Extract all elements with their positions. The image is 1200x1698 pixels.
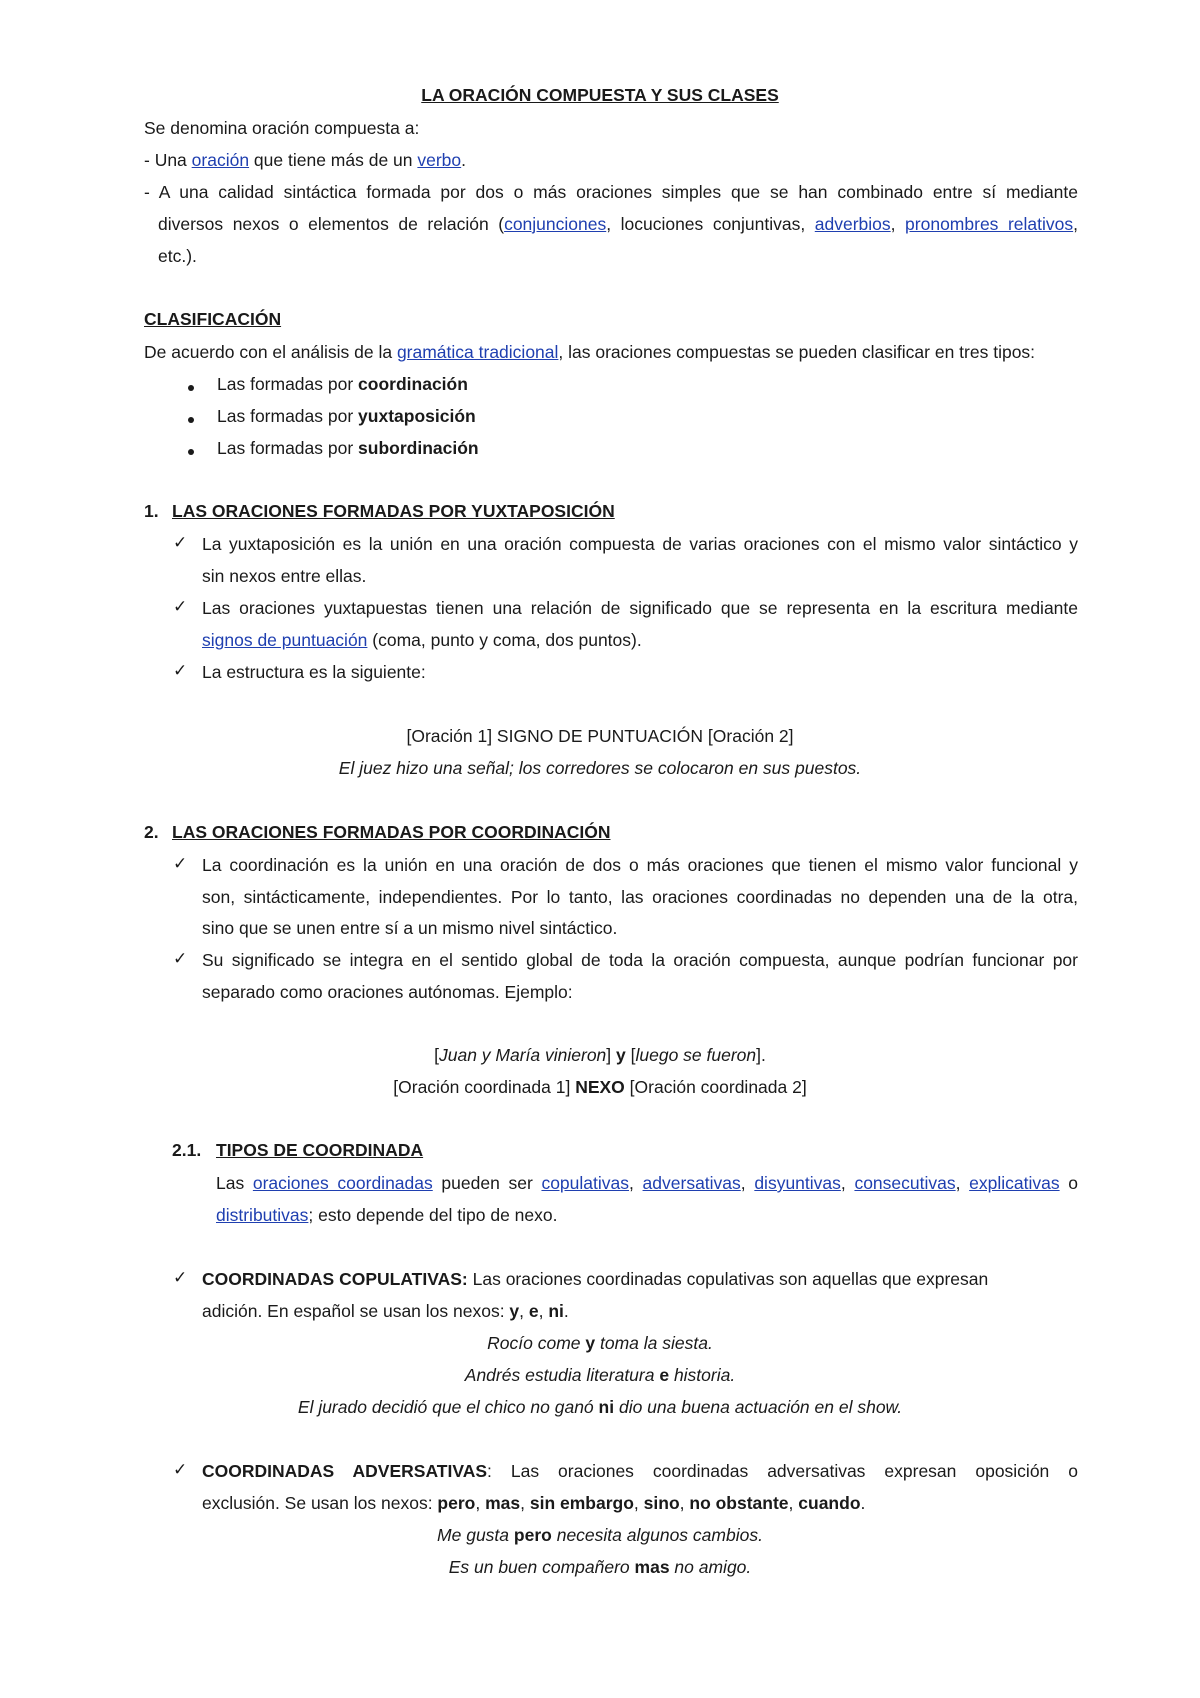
sec1-check-2-post: (coma, punto y coma, dos puntos). — [367, 630, 642, 650]
example-nexo: ni — [598, 1397, 615, 1417]
intro-item-1-post: . — [461, 150, 467, 170]
copulativas-desc: Las oraciones coordinadas copulativas son aquellas que expresan — [467, 1269, 989, 1289]
sec21-mid: pueden ser — [432, 1173, 542, 1193]
sec21-line-1 — [216, 1172, 1078, 1194]
section-2-1-number: 2.1. — [172, 1140, 202, 1160]
copulativas-line-1 — [202, 1268, 988, 1290]
clasificacion-desc — [144, 341, 1035, 363]
check-icon: ✓ — [173, 533, 188, 552]
example-pre: Es un buen compañero — [448, 1557, 635, 1577]
period: . — [563, 1301, 569, 1321]
section-2-1-heading: TIPOS DE COORDINADA — [216, 1140, 424, 1160]
adversativas-line-2 — [202, 1492, 865, 1514]
link-distributivas[interactable]: distributivas — [216, 1205, 309, 1225]
bullet-item-yuxtaposicion — [217, 405, 476, 427]
bullet-icon — [188, 417, 194, 423]
example-pre: El jurado decidió que el chico no ganó — [297, 1397, 599, 1417]
sec1-example — [0, 757, 1200, 779]
link-disyuntivas[interactable]: disyuntivas — [754, 1173, 841, 1193]
sec2-formula-pre: [Oración coordinada 1] — [393, 1077, 576, 1097]
comma: , — [633, 1493, 644, 1513]
copulativas-example-2 — [0, 1364, 1200, 1386]
nexo: cuando — [798, 1493, 861, 1513]
link-adverbios[interactable]: adverbios — [814, 214, 891, 234]
intro-item-1-pre: - Una — [144, 150, 192, 170]
comma: , — [538, 1301, 549, 1321]
example-post: dio una buena actuación en el show. — [614, 1397, 903, 1417]
sec21-sep: , — [740, 1173, 755, 1193]
example-pre: Andrés estudia literatura — [464, 1365, 660, 1385]
example-nexo: y — [585, 1333, 596, 1353]
example-post: necesita algunos cambios. — [551, 1525, 763, 1545]
comma: , — [520, 1493, 530, 1513]
section-2-heading: LAS ORACIONES FORMADAS POR COORDINACIÓN — [172, 822, 611, 842]
sec21-post: o — [1059, 1173, 1078, 1193]
example-post: toma la siesta. — [595, 1333, 713, 1353]
sec1-check-1-line-1: La yuxtaposición es la unión en una oración compuesta de varias oraciones con el mismo valor sintáctico y — [202, 534, 1078, 554]
intro-item-2-mid-2: , — [890, 214, 906, 234]
nexo: e — [528, 1301, 539, 1321]
check-icon: ✓ — [173, 597, 188, 616]
sec21-pre: Las — [216, 1173, 253, 1193]
link-signos-de-puntuacion[interactable]: signos de puntuación — [202, 630, 368, 650]
intro-item-2-mid-1: , locuciones conjuntivas, — [606, 214, 815, 234]
sec2-example-nexo: y — [616, 1045, 626, 1065]
comma: , — [519, 1301, 529, 1321]
sec2-example-bracket: ]. — [756, 1045, 766, 1065]
period: . — [860, 1493, 866, 1513]
bullet-item-bold: yuxtaposición — [358, 406, 476, 426]
link-consecutivas[interactable]: consecutivas — [854, 1173, 956, 1193]
link-oracion[interactable]: oración — [191, 150, 250, 170]
example-nexo: mas — [634, 1557, 670, 1577]
adversativas-example-1 — [0, 1524, 1200, 1546]
sec1-formula: [Oración 1] SIGNO DE PUNTUACIÓN [Oración 2] — [406, 726, 794, 746]
sec2-example — [0, 1044, 1200, 1066]
intro-item-2-post: , — [1073, 214, 1078, 234]
adversativas-desc: : Las oraciones coordinadas adversativas expresan oposición o — [487, 1461, 1078, 1481]
intro-item-2-line-3: etc.). — [158, 246, 197, 266]
check-icon: ✓ — [173, 1460, 188, 1479]
sec2-check-1-line-3: sino que se unen entre sí a un mismo nivel sintáctico. — [202, 918, 618, 938]
adversativas-label: COORDINADAS ADVERSATIVAS — [202, 1461, 488, 1481]
copulativas-label: COORDINADAS COPULATIVAS: — [202, 1269, 468, 1289]
sec1-check-1-line-2: sin nexos entre ellas. — [202, 566, 367, 586]
intro-item-2-pre: diversos nexos o elementos de relación ( — [158, 214, 505, 234]
section-2-number: 2. — [144, 822, 159, 842]
sec2-example-bracket: ] — [606, 1045, 617, 1065]
nexo: pero — [437, 1493, 476, 1513]
nexo: no obstante — [689, 1493, 789, 1513]
sec21-line-2 — [216, 1204, 558, 1226]
sec2-formula-nexo: NEXO — [575, 1077, 625, 1097]
clasificacion-heading: CLASIFICACIÓN — [144, 309, 282, 329]
check-icon: ✓ — [173, 949, 188, 968]
sec1-check-2-line-1: Las oraciones yuxtapuestas tienen una relación de significado que se representa en la escritura mediante — [202, 598, 1078, 618]
bullet-item-bold: coordinación — [358, 374, 468, 394]
bullet-item-pre: Las formadas por — [217, 438, 359, 458]
link-oraciones-coordinadas[interactable]: oraciones coordinadas — [252, 1173, 433, 1193]
example-pre: Me gusta — [437, 1525, 514, 1545]
nexo: sin embargo — [529, 1493, 634, 1513]
sec1-check-2-line-2 — [202, 629, 642, 651]
sec2-check-2-line-1: Su significado se integra en el sentido global de toda la oración compuesta, aunque podrían funcionar por — [202, 950, 1078, 970]
check-icon: ✓ — [173, 661, 188, 680]
bullet-item-bold: subordinación — [358, 438, 479, 458]
link-gramatica-tradicional[interactable]: gramática tradicional — [396, 342, 559, 362]
adversativas-example-2 — [0, 1556, 1200, 1578]
nexo: y — [509, 1301, 520, 1321]
sec2-example-bracket: [ — [625, 1045, 636, 1065]
link-copulativas[interactable]: copulativas — [541, 1173, 630, 1193]
sec2-check-1-line-2: son, sintácticamente, independientes. Por lo tanto, las oraciones coordinadas no dependen una de la otra, — [202, 887, 1078, 907]
check-icon: ✓ — [173, 854, 188, 873]
copulativas-line-2 — [202, 1300, 569, 1322]
copulativas-example-3 — [0, 1396, 1200, 1418]
link-adversativas[interactable]: adversativas — [642, 1173, 741, 1193]
link-explicativas[interactable]: explicativas — [969, 1173, 1060, 1193]
section-1-number: 1. — [144, 501, 159, 521]
sec2-formula — [0, 1076, 1200, 1098]
bullet-item-subordinacion — [217, 437, 479, 459]
sec21-sep: , — [629, 1173, 643, 1193]
sec1-example-text: El juez hizo una señal; los corredores se colocaron en sus puestos. — [338, 758, 862, 778]
link-conjunciones[interactable]: conjunciones — [504, 214, 607, 234]
intro-item-1 — [144, 149, 466, 171]
example-post: historia. — [669, 1365, 736, 1385]
clasificacion-desc-post: , las oraciones compuestas se pueden clasificar en tres tipos: — [558, 342, 1036, 362]
intro-item-2-line-2 — [158, 213, 1078, 235]
link-verbo[interactable]: verbo — [417, 150, 462, 170]
page-title: LA ORACIÓN COMPUESTA Y SUS CLASES — [421, 85, 779, 105]
copulativas-nexos-pre: adición. En español se usan los nexos: — [202, 1301, 510, 1321]
sec2-example-clause-1: Juan y María vinieron — [438, 1045, 607, 1065]
nexo: sino — [643, 1493, 680, 1513]
example-pre: Rocío come — [487, 1333, 586, 1353]
sec2-check-1-line-1: La coordinación es la unión en una oración de dos o más oraciones que tienen el mismo valor funcional y — [202, 855, 1078, 875]
adversativas-line-1 — [202, 1460, 1078, 1482]
nexo: ni — [548, 1301, 564, 1321]
comma: , — [788, 1493, 799, 1513]
adversativas-nexos-pre: exclusión. Se usan los nexos: — [202, 1493, 438, 1513]
sec1-check-3: La estructura es la siguiente: — [202, 662, 426, 682]
sec2-check-2-line-2: separado como oraciones autónomas. Ejemplo: — [202, 982, 573, 1002]
check-icon: ✓ — [173, 1268, 188, 1287]
comma: , — [679, 1493, 690, 1513]
bullet-item-pre: Las formadas por — [217, 374, 359, 394]
link-pronombres-relativos[interactable]: pronombres relativos — [905, 214, 1074, 234]
sec21-sep: , — [840, 1173, 855, 1193]
example-post: no amigo. — [669, 1557, 752, 1577]
example-nexo: e — [659, 1365, 670, 1385]
section-1-heading: LAS ORACIONES FORMADAS POR YUXTAPOSICIÓN — [172, 501, 615, 521]
sec21-line-2-post: ; esto depende del tipo de nexo. — [308, 1205, 558, 1225]
clasificacion-desc-pre: De acuerdo con el análisis de la — [144, 342, 397, 362]
example-nexo: pero — [513, 1525, 552, 1545]
sec2-example-bracket: [ — [434, 1045, 439, 1065]
comma: , — [475, 1493, 486, 1513]
intro-lead: Se denomina oración compuesta a: — [144, 118, 420, 138]
intro-item-2-line-1: - A una calidad sintáctica formada por dos o más oraciones simples que se han combinado entre sí mediante — [144, 182, 1078, 202]
bullet-item-coordinacion — [217, 373, 468, 395]
bullet-item-pre: Las formadas por — [217, 406, 359, 426]
sec2-formula-post: [Oración coordinada 2] — [624, 1077, 807, 1097]
copulativas-example-1 — [0, 1332, 1200, 1354]
sec2-example-clause-2: luego se fueron — [635, 1045, 757, 1065]
intro-item-1-mid: que tiene más de un — [249, 150, 418, 170]
bullet-icon — [188, 385, 194, 391]
nexo: mas — [485, 1493, 521, 1513]
sec21-sep: , — [955, 1173, 970, 1193]
bullet-icon — [188, 449, 194, 455]
